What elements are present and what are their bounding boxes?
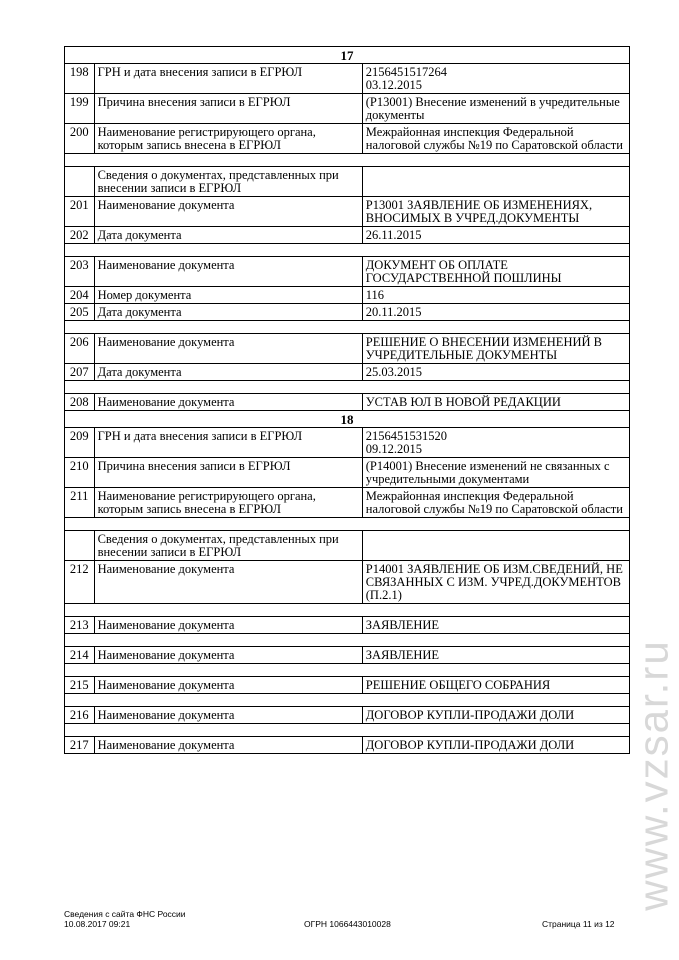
field-value-cell: Межрайонная инспекция Федеральной налоговой службы №19 по Саратовской области <box>362 124 629 154</box>
field-value-cell: ДОГОВОР КУПЛИ-ПРОДАЖИ ДОЛИ <box>362 707 629 724</box>
footer-page-number: Страница 11 из 12 <box>542 919 615 929</box>
spacer-row <box>65 604 630 617</box>
field-name-cell: ГРН и дата внесения записи в ЕГРЮЛ <box>94 428 362 458</box>
field-name-cell: Дата документа <box>94 364 362 381</box>
spacer-row <box>65 381 630 394</box>
field-value-cell: ЗАЯВЛЕНИЕ <box>362 617 629 634</box>
row-number-cell: 201 <box>65 197 95 227</box>
spacer-cell <box>65 604 630 617</box>
table-row <box>65 94 630 124</box>
field-name-cell: Сведения о документах, представленных при внесении записи в ЕГРЮЛ <box>94 531 362 561</box>
row-number-cell: 209 <box>65 428 95 458</box>
table-row <box>65 364 630 381</box>
row-number-cell: 200 <box>65 124 95 154</box>
spacer-cell <box>65 154 630 167</box>
row-number-cell: 199 <box>65 94 95 124</box>
field-name-cell: Сведения о документах, представленных при внесении записи в ЕГРЮЛ <box>94 167 362 197</box>
section-number: 17 <box>65 47 630 64</box>
row-number-cell: 210 <box>65 458 95 488</box>
spacer-cell <box>65 321 630 334</box>
row-number-cell: 208 <box>65 394 95 411</box>
table-row <box>65 124 630 154</box>
row-number-cell: 205 <box>65 304 95 321</box>
field-name-cell: Наименование документа <box>94 737 362 754</box>
row-number-cell: 215 <box>65 677 95 694</box>
footer-source-block <box>64 909 186 929</box>
table-row <box>65 458 630 488</box>
row-number-cell: 203 <box>65 257 95 287</box>
field-value-cell: РЕШЕНИЕ О ВНЕСЕНИИ ИЗМЕНЕНИЙ В УЧРЕДИТЕЛЬНЫЕ ДОКУМЕНТЫ <box>362 334 629 364</box>
watermark-text: www.vzsar.ru <box>630 639 678 911</box>
field-name-cell: Наименование документа <box>94 677 362 694</box>
field-name-cell: Наименование документа <box>94 197 362 227</box>
spacer-cell <box>65 244 630 257</box>
section-number: 18 <box>65 411 630 428</box>
table-row <box>65 428 630 458</box>
spacer-row <box>65 321 630 334</box>
field-value-cell: (Р14001) Внесение изменений не связанных с учредительными документами <box>362 458 629 488</box>
field-value-cell: ДОГОВОР КУПЛИ-ПРОДАЖИ ДОЛИ <box>362 737 629 754</box>
row-number-cell: 217 <box>65 737 95 754</box>
egrul-extract-table-wrapper <box>64 46 630 754</box>
field-name-cell: Причина внесения записи в ЕГРЮЛ <box>94 94 362 124</box>
field-value-cell: Р14001 ЗАЯВЛЕНИЕ ОБ ИЗМ.СВЕДЕНИЙ, НЕ СВЯЗАННЫХ С ИЗМ. УЧРЕД.ДОКУМЕНТОВ (П.2.1) <box>362 561 629 604</box>
row-number-cell: 202 <box>65 227 95 244</box>
footer-ogrn: ОГРН 1066443010028 <box>304 919 391 929</box>
spacer-cell <box>65 694 630 707</box>
table-row <box>65 227 630 244</box>
spacer-row <box>65 664 630 677</box>
table-row <box>65 197 630 227</box>
spacer-row <box>65 518 630 531</box>
field-value-cell: ЗАЯВЛЕНИЕ <box>362 647 629 664</box>
spacer-row <box>65 154 630 167</box>
field-value-cell: 2156451517264 03.12.2015 <box>362 64 629 94</box>
egrul-records-table <box>64 46 630 754</box>
row-number-cell <box>65 531 95 561</box>
field-name-cell: Наименование документа <box>94 707 362 724</box>
site-watermark <box>632 610 676 940</box>
field-name-cell: ГРН и дата внесения записи в ЕГРЮЛ <box>94 64 362 94</box>
table-row <box>65 394 630 411</box>
field-name-cell: Наименование документа <box>94 257 362 287</box>
table-row <box>65 64 630 94</box>
field-name-cell: Наименование документа <box>94 617 362 634</box>
footer-datetime: 10.08.2017 09:21 <box>64 919 131 929</box>
field-name-cell: Дата документа <box>94 227 362 244</box>
field-name-cell: Номер документа <box>94 287 362 304</box>
row-number-cell <box>65 167 95 197</box>
row-number-cell: 214 <box>65 647 95 664</box>
footer-source: Сведения с сайта ФНС России <box>64 909 186 919</box>
field-value-cell: Межрайонная инспекция Федеральной налоговой службы №19 по Саратовской области <box>362 488 629 518</box>
spacer-row <box>65 244 630 257</box>
spacer-cell <box>65 518 630 531</box>
section-header-row <box>65 47 630 64</box>
spacer-row <box>65 634 630 647</box>
spacer-cell <box>65 724 630 737</box>
row-number-cell: 213 <box>65 617 95 634</box>
row-number-cell: 204 <box>65 287 95 304</box>
field-value-cell: 26.11.2015 <box>362 227 629 244</box>
table-row <box>65 647 630 664</box>
row-number-cell: 207 <box>65 364 95 381</box>
table-row <box>65 167 630 197</box>
field-name-cell: Наименование регистрирующего органа, которым запись внесена в ЕГРЮЛ <box>94 488 362 518</box>
row-number-cell: 198 <box>65 64 95 94</box>
field-value-cell: 20.11.2015 <box>362 304 629 321</box>
field-value-cell: 2156451531520 09.12.2015 <box>362 428 629 458</box>
table-row <box>65 677 630 694</box>
field-value-cell <box>362 167 629 197</box>
field-value-cell: 116 <box>362 287 629 304</box>
table-row <box>65 257 630 287</box>
spacer-row <box>65 694 630 707</box>
field-name-cell: Дата документа <box>94 304 362 321</box>
spacer-cell <box>65 664 630 677</box>
field-value-cell: (Р13001) Внесение изменений в учредительные документы <box>362 94 629 124</box>
field-value-cell: 25.03.2015 <box>362 364 629 381</box>
field-value-cell: ДОКУМЕНТ ОБ ОПЛАТЕ ГОСУДАРСТВЕННОЙ ПОШЛИНЫ <box>362 257 629 287</box>
field-value-cell: Р13001 ЗАЯВЛЕНИЕ ОБ ИЗМЕНЕНИЯХ, ВНОСИМЫХ В УЧРЕД.ДОКУМЕНТЫ <box>362 197 629 227</box>
row-number-cell: 212 <box>65 561 95 604</box>
field-name-cell: Наименование документа <box>94 394 362 411</box>
spacer-row <box>65 724 630 737</box>
field-name-cell: Наименование документа <box>94 334 362 364</box>
spacer-cell <box>65 381 630 394</box>
field-name-cell: Наименование регистрирующего органа, которым запись внесена в ЕГРЮЛ <box>94 124 362 154</box>
field-value-cell <box>362 531 629 561</box>
row-number-cell: 211 <box>65 488 95 518</box>
field-value-cell: УСТАВ ЮЛ В НОВОЙ РЕДАКЦИИ <box>362 394 629 411</box>
section-header-row <box>65 411 630 428</box>
table-row <box>65 287 630 304</box>
table-row <box>65 334 630 364</box>
table-row <box>65 561 630 604</box>
field-name-cell: Причина внесения записи в ЕГРЮЛ <box>94 458 362 488</box>
field-value-cell: РЕШЕНИЕ ОБЩЕГО СОБРАНИЯ <box>362 677 629 694</box>
field-name-cell: Наименование документа <box>94 647 362 664</box>
table-row <box>65 488 630 518</box>
table-row <box>65 304 630 321</box>
row-number-cell: 206 <box>65 334 95 364</box>
table-row <box>65 707 630 724</box>
field-name-cell: Наименование документа <box>94 561 362 604</box>
table-row <box>65 617 630 634</box>
table-row <box>65 737 630 754</box>
table-row <box>65 531 630 561</box>
row-number-cell: 216 <box>65 707 95 724</box>
spacer-cell <box>65 634 630 647</box>
